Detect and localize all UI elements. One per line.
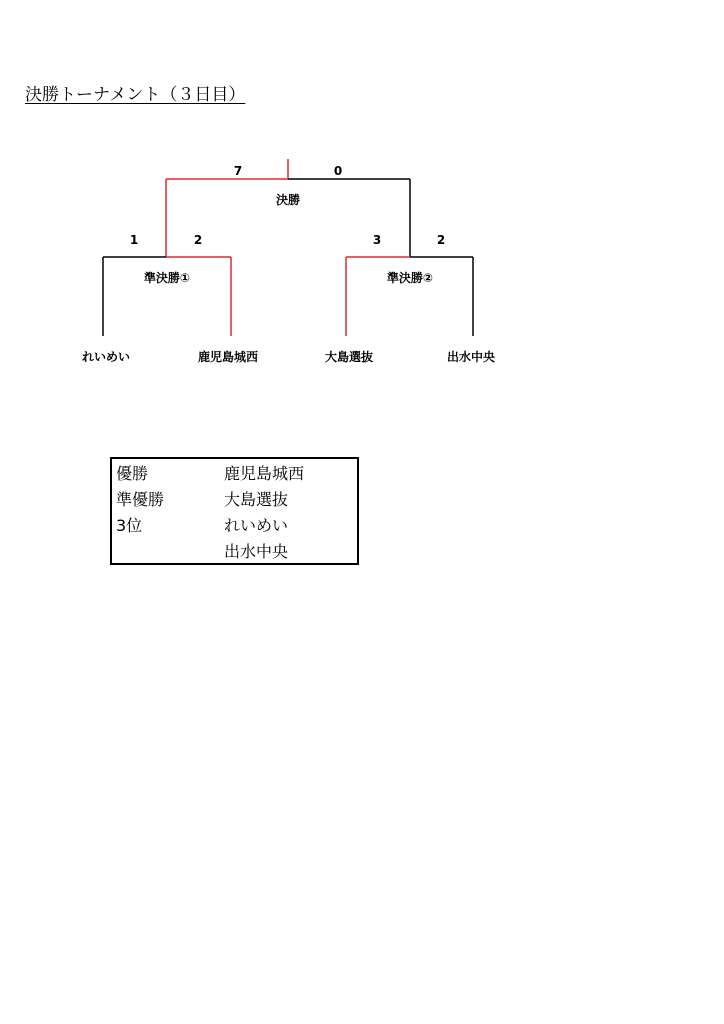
final-score-right: 0 xyxy=(333,164,343,178)
team-name: 出水中央 xyxy=(446,350,496,364)
results-team: 大島選抜 xyxy=(224,490,289,509)
final-label: 決勝 xyxy=(275,193,301,207)
results-team: れいめい xyxy=(224,516,289,535)
page-title: 決勝トーナメント（３日目） xyxy=(25,85,246,105)
team-name: 鹿児島城西 xyxy=(197,350,259,364)
results-team: 鹿児島城西 xyxy=(224,464,305,483)
results-place: 3位 xyxy=(116,516,143,535)
results-team: 出水中央 xyxy=(224,542,289,561)
team-name: 大島選抜 xyxy=(324,350,374,364)
semi1-score-right: 2 xyxy=(193,233,203,247)
semi1-label: 準決勝① xyxy=(143,271,191,285)
semi2-label: 準決勝② xyxy=(386,271,434,285)
results-place: 優勝 xyxy=(116,464,149,483)
results-place: 準優勝 xyxy=(116,490,165,509)
final-score-left: 7 xyxy=(233,164,243,178)
semi1-score-left: 1 xyxy=(129,233,139,247)
team-name: れいめい xyxy=(81,350,131,364)
tournament-bracket xyxy=(0,0,724,400)
semi2-score-right: 2 xyxy=(436,233,446,247)
semi2-score-left: 3 xyxy=(372,233,382,247)
results-table xyxy=(110,457,359,565)
